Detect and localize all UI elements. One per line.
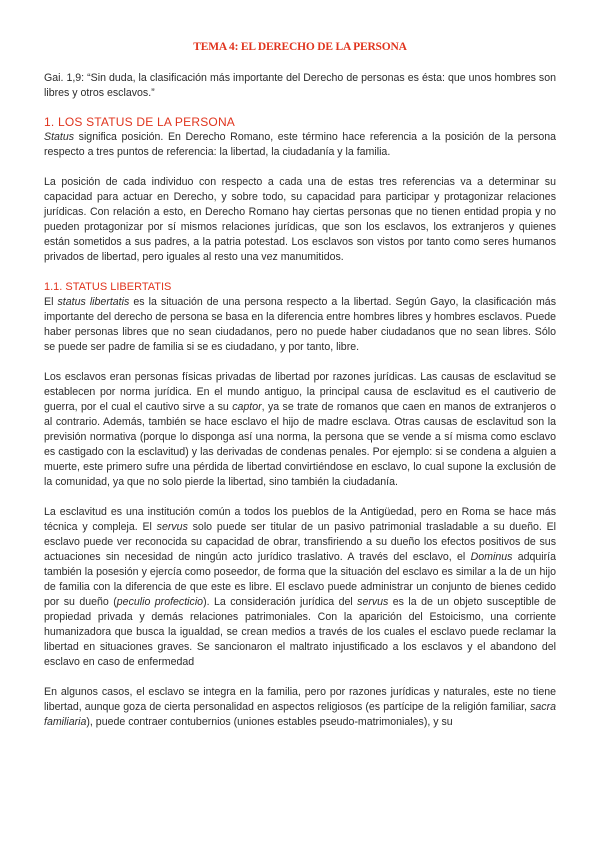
term-captor: captor: [232, 401, 262, 413]
gaius-quote: Gai. 1,9: “Sin duda, la clasificación más importante del Derecho de personas es ésta: que unos hombres son libres y otros esclavos.”: [44, 72, 556, 99]
document-page: [44, 40, 556, 730]
paragraph-slave-family: En algunos casos, el esclavo se integra en la familia, pero por razones jurídicas y naturales, este no tiene libertad, aunque goza de cierta personalidad en aspectos religiosos (es partícipe de la religión familiar, sacra familiaria), puede contraer contubernios (uniones estables pseudo-matrimoniales), y su: [44, 686, 556, 728]
term-sacra-familiaria: sacra familiaria: [44, 701, 556, 728]
paragraph-status-definition: Status significa posición. En Derecho Romano, este término hace referencia a la posición de la persona respecto a tres puntos de referencia: la libertad, la ciudadanía y la familia.: [44, 131, 556, 158]
paragraph-slavery-institution: La esclavitud es una institución común a todos los pueblos de la Antigüedad, pero en Roma se hace más técnica y compleja. El servus solo puede ser titular de un pasivo patrimonial trasladable a su dueño. El esclavo puede ver reconocida su capacidad de obrar, transfiriendo a su dueño los efectos positivos de sus actuaciones sin necesidad de ningún acto jurídico traslativo. A través del esclavo, el Dominus adquiría también la posesión y ejercía como poseedor, de forma que la situación del esclavo es similar a la de un hijo de familia con la diferencia de que este es libre. El esclavo puede administrar un conjunto de bienes cedido por su dueño (peculio profecticio). La consideración jurídica del servus es la de un objeto susceptible de propiedad privada y demás relaciones patrimoniales. Con la aparición del Estoicismo, una corriente humanizadora que busca la igualdad, se crean medios a través de los cuales el esclavo puede reclamar la libertad en situaciones graves. Se sancionaron el maltrato injustificado a los esclavos y el abandono del esclavo en caso de enfermedad: [44, 506, 557, 668]
document-title: TEMA 4: EL DERECHO DE LA PERSONA: [193, 41, 407, 53]
term-dominus: Dominus: [470, 551, 513, 563]
paragraph-causes-slavery: Los esclavos eran personas físicas privadas de libertad por razones jurídicas. Las causas de esclavitud se establecen por norma jurídica. En el mundo antiguo, la principal causa de esclavitud es el cautiverio de guerra, por el cual el cautivo sirve a su captor, ya se trate de romanos que caen en manos de extranjeros o al contrario. Además, también se hace esclavo el hijo de madre esclava. Otras causas de esclavitud son la previsión normativa (porque lo disponga así una norma, la persona que se vende a sí misma como esclavo es castigado con la esclavitud) y las derivadas de condenas penales. Por ejemplo: si se condena a alguien a muerte, este primero sufre una pérdida de libertad convirtiéndose en esclavo, lo cual supone la exclusión de la comunidad, ya que no solo pierde la libertad, sino también la ciudadanía.: [44, 371, 556, 488]
paragraph-status-capacity: La posición de cada individuo con respecto a cada una de estas tres referencias va a determinar su capacidad para actuar en Derecho, y sobre todo, su capacidad para participar y protagonizar relaciones jurídicas. Con relación a esto, en Derecho Romano hay ciertas personas que no tienen entidad propia y no pueden protagonizar por sí mismos relaciones jurídicas, que son los esclavos, los extranjeros y quienes están sometidos a sus padres, a la patria potestad. Los esclavos son vistos por tanto como seres humanos privados de libertad, pero iguales al resto una vez manumitidos.: [44, 176, 556, 263]
term-servus-2: servus: [357, 596, 389, 608]
term-servus: servus: [156, 521, 188, 533]
term-peculio-profecticio: peculio profecticio: [116, 596, 204, 608]
paragraph-libertatis-definition: El status libertatis es la situación de una persona respecto a la libertad. Según Gayo, la clasificación más importante del derecho de persona se basa en la diferencia entre hombres libres y hombres esclavos. Puede haber personas libres que no sean ciudadanos, pero no puede haber ciudadanos que no sean libres. Sólo se puede ser padre de familia si se es ciudadano, y por tanto, libre.: [44, 296, 556, 353]
section-heading-status-libertatis: 1.1. STATUS LIBERTATIS: [44, 281, 172, 293]
term-status-libertatis: status libertatis: [57, 296, 130, 308]
section-heading-status: 1. LOS STATUS DE LA PERSONA: [44, 115, 236, 129]
term-status: Status: [44, 131, 75, 143]
